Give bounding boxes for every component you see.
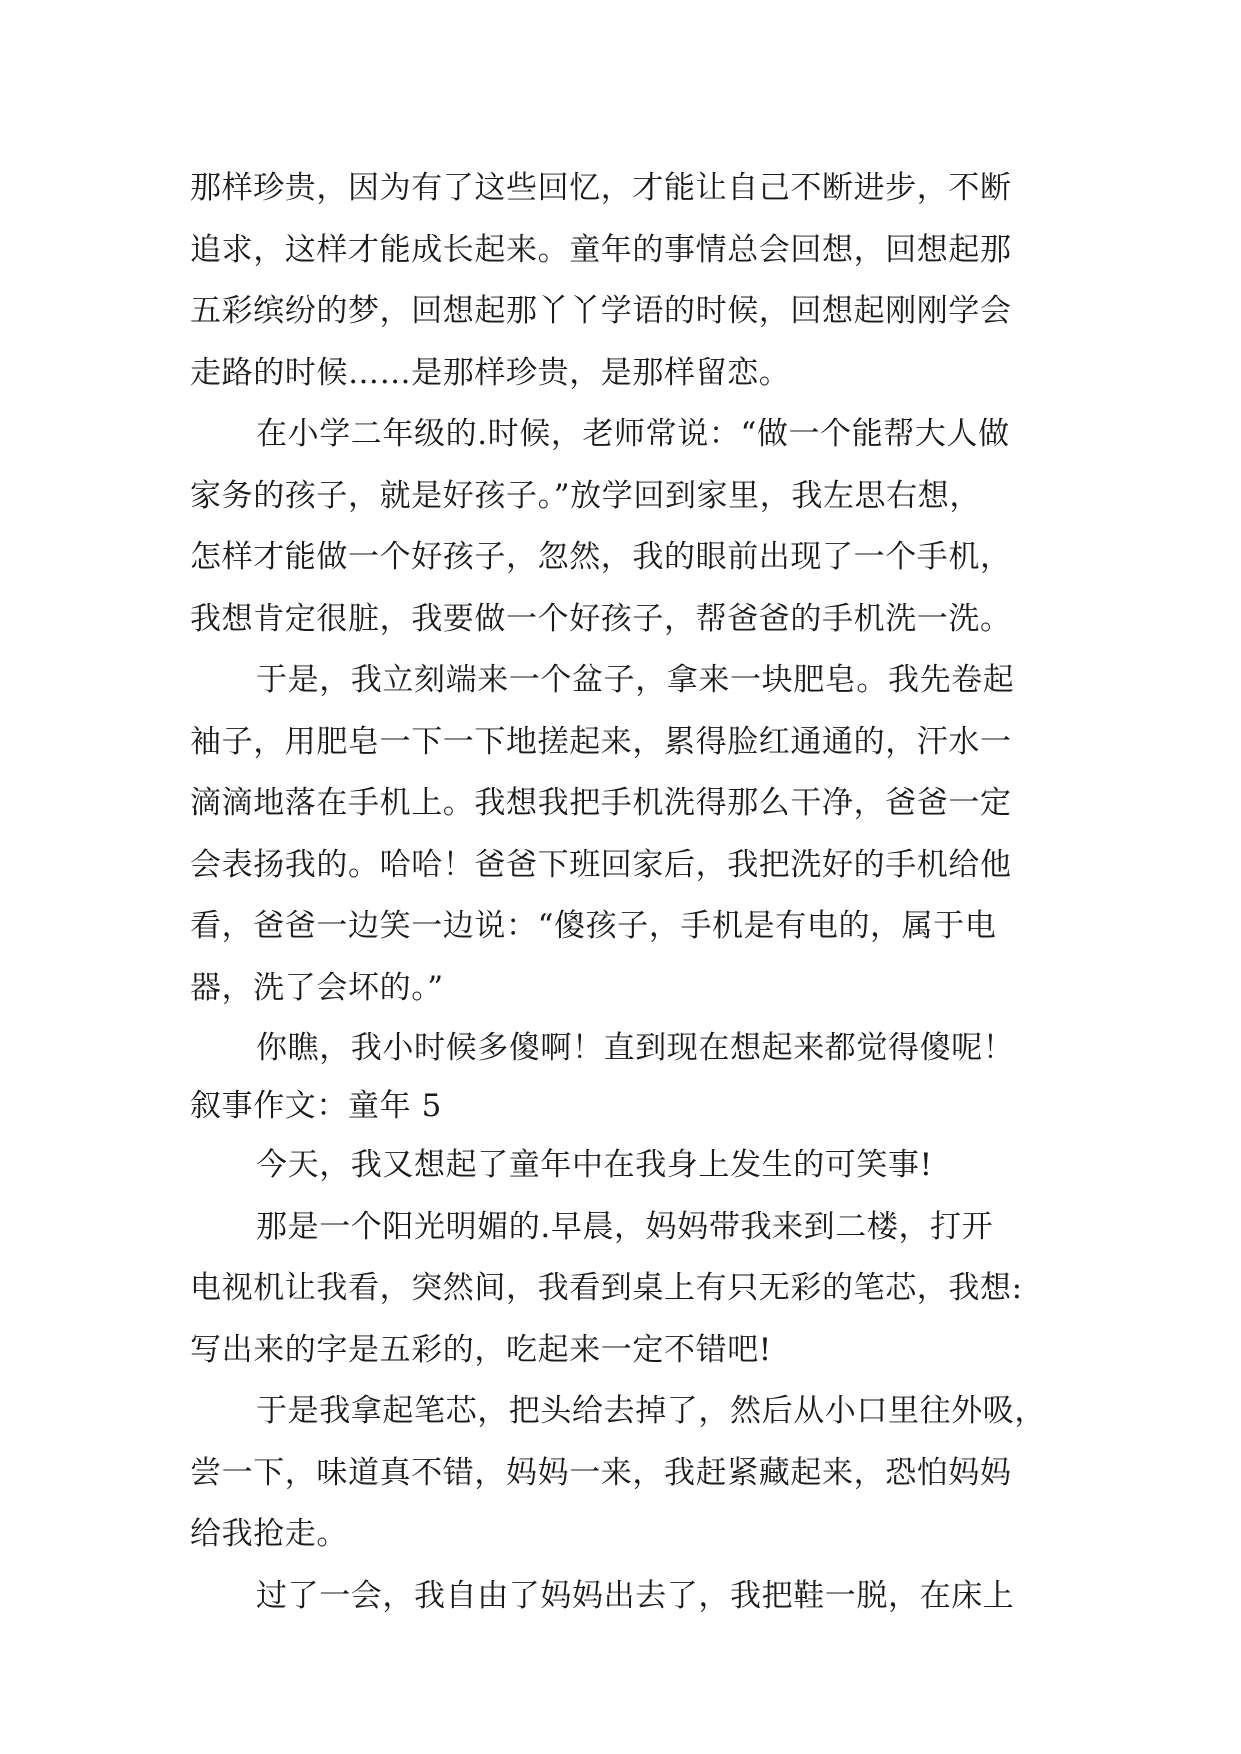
document-body [190, 158, 1070, 1627]
paragraph-line: 器，洗了会坏的。” [190, 969, 444, 1006]
paragraph-4 [190, 1019, 1070, 1077]
paragraph-line: 尝一下，味道真不错，妈妈一来，我赶紧藏起来，恐怕妈妈 [190, 1454, 1012, 1491]
paragraph-line: 你瞧，我小时候多傻啊！直到现在想起来都觉得傻呢！ [256, 1030, 1015, 1066]
paragraph-5 [190, 1135, 1070, 1197]
paragraph-line: 那样珍贵，因为有了这些回忆，才能让自己不断进步，不断 [190, 170, 1012, 206]
paragraph-line: 今天，我又想起了童年中在我身上发生的可笑事! [256, 1147, 933, 1183]
paragraph-line: 家务的孩子，就是好孩子。”放学回到家里，我左思右想， [190, 477, 981, 514]
paragraph-line: 会表扬我的。哈哈！爸爸下班回家后，我把洗好的手机给他 [190, 846, 1012, 883]
paragraph-2 [190, 404, 1070, 650]
heading-text: 叙事作文：童年 5 [190, 1088, 442, 1124]
paragraph-line: 于是，我立刻端来一个盆子，拿来一块肥皂。我先卷起 [256, 662, 1015, 698]
paragraph-line: 五彩缤纷的梦，回想起那丫丫学语的时候，回想起刚刚学会 [190, 293, 1012, 329]
paragraph-3 [190, 650, 1070, 1019]
paragraph-line: 写出来的字是五彩的，吃起来一定不错吧! [190, 1331, 772, 1368]
paragraph-line: 给我抢走。 [190, 1516, 348, 1552]
paragraph-line: 那是一个阳光明媚的.早晨，妈妈带我来到二楼，打开 [256, 1208, 994, 1245]
paragraph-6 [190, 1197, 1070, 1382]
paragraph-line: 追求，这样才能成长起来。童年的事情总会回想，回想起那 [190, 231, 1012, 268]
paragraph-line: 看，爸爸一边笑一边说：“傻孩子，手机是有电的，属于电 [190, 908, 997, 944]
paragraph-1 [190, 158, 1070, 404]
section-heading [190, 1077, 1070, 1135]
paragraph-line: 怎样才能做一个好孩子，忽然，我的眼前出现了一个手机， [190, 539, 1012, 575]
paragraph-line: 在小学二年级的.时候，老师常说：“做一个能帮大人做 [256, 416, 1010, 452]
paragraph-line: 我想肯定很脏，我要做一个好孩子，帮爸爸的手机洗一洗。 [190, 600, 1012, 637]
paragraph-line: 走路的时候……是那样珍贵，是那样留恋。 [190, 354, 791, 391]
paragraph-line: 过了一会，我自由了妈妈出去了，我把鞋一脱，在床上 [256, 1577, 1015, 1614]
paragraph-line: 电视机让我看，突然间，我看到桌上有只无彩的笔芯，我想: [190, 1270, 1023, 1306]
paragraph-line: 滴滴地落在手机上。我想我把手机洗得那么干净，爸爸一定 [190, 785, 1012, 821]
paragraph-line: 于是我拿起笔芯，把头给去掉了，然后从小口里往外吸， [256, 1393, 1046, 1429]
paragraph-8 [190, 1566, 1070, 1628]
paragraph-line: 袖子，用肥皂一下一下地搓起来，累得脸红通通的，汗水一 [190, 723, 1012, 760]
paragraph-7 [190, 1381, 1070, 1566]
